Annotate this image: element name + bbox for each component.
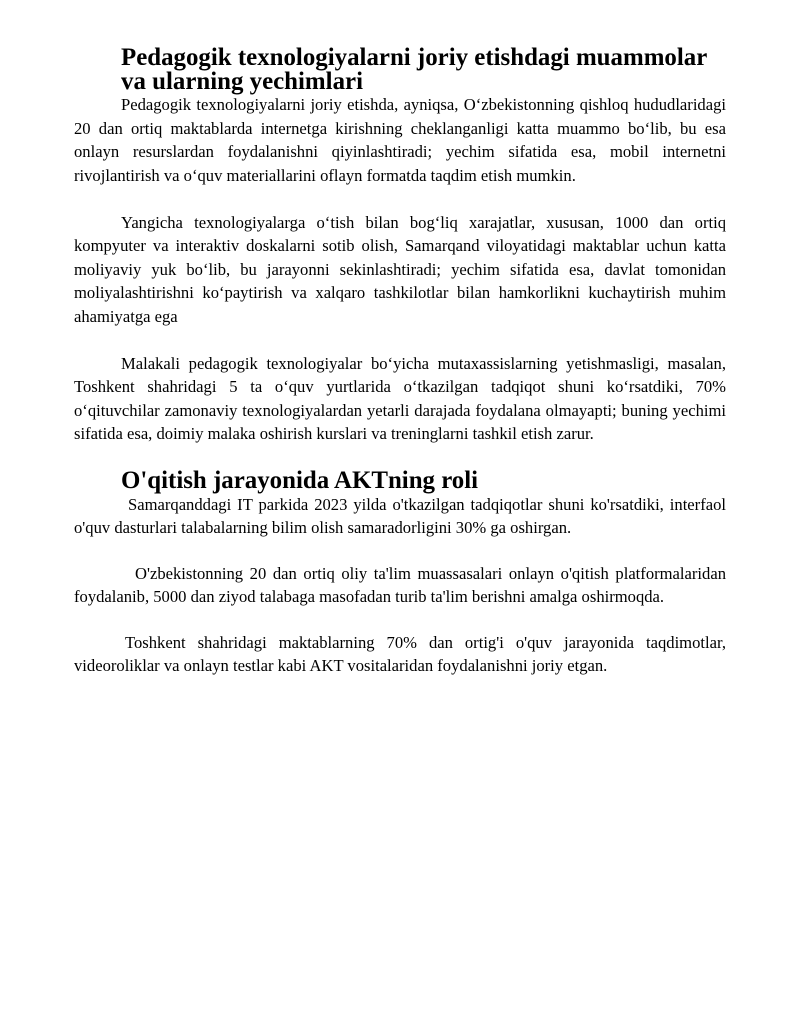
paragraph-higher-education: O'zbekistonning 20 dan ortiq oliy ta'lim muassasalari onlayn o'qitish platformalaridan foydalanib, 5000 dan ziyod talabaga masofadan turib ta'lim berishni amalga oshirmoqda. <box>74 563 726 607</box>
paragraph-specialists: Malakali pedagogik texnologiyalar bo‘yicha mutaxassislarning yetishmasligi, masalan, Toshkent shahridagi 5 ta o‘quv yurtlarida o‘tkazilgan tadqiqot shuni ko‘rsatdiki, 70% o‘qituvchilar zamonaviy texnologiyalardan yetarli darajada foydalana olmayapti; buning yechimi sifatida esa, doimiy malaka oshirish kurslari va treninglarni tashkil etish zarur. <box>74 353 726 444</box>
document-page <box>74 46 726 678</box>
section-heading-problems: Pedagogik texnologiyalarni joriy etishdagi muammolar va ularning yechimlari <box>121 44 707 95</box>
paragraph-internet-access: Pedagogik texnologiyalarni joriy etishda, ayniqsa, O‘zbekistonning qishloq hududlaridagi 20 dan ortiq maktablarda internetga kirishning cheklanganligi katta muammo bo‘lib, bu esa onlayn resurslardan foydalanishni qiyinlashtiradi; yechim sifatida esa, mobil internetni rivojlantirish va o‘quv materiallarini oflayn formatda taqdim etish mumkin. <box>74 95 726 185</box>
section-heading-ict-role: O'qitish jarayonida AKTning roli <box>121 466 479 494</box>
paragraph-it-park: Samarqanddagi IT parkida 2023 yilda o'tkazilgan tadqiqotlar shuni ko'rsatdiki, interfaol o'quv dasturlari talabalarning bilim olish samaradorligini 30% ga oshirgan. <box>74 494 726 538</box>
paragraph-costs: Yangicha texnologiyalarga o‘tish bilan bog‘liq xarajatlar, xususan, 1000 dan ortiq kompyuter va interaktiv doskalarni sotib olish, Samarqand viloyatidagi maktablar uchun katta moliyaviy yuk bo‘lib, bu jarayonni sekinlashtiradi; yechim sifatida esa, davlat tomonidan moliyalashtirishni ko‘paytirish va xalqaro tashkilotlar bilan hamkorlikni kuchaytirish muhim ahamiyatga ega <box>74 212 726 326</box>
paragraph-tashkent-schools: Toshkent shahridagi maktablarning 70% dan ortig'i o'quv jarayonida taqdimotlar, videoroliklar va onlayn testlar kabi AKT vositalaridan foydalanishni joriy etgan. <box>74 632 726 676</box>
